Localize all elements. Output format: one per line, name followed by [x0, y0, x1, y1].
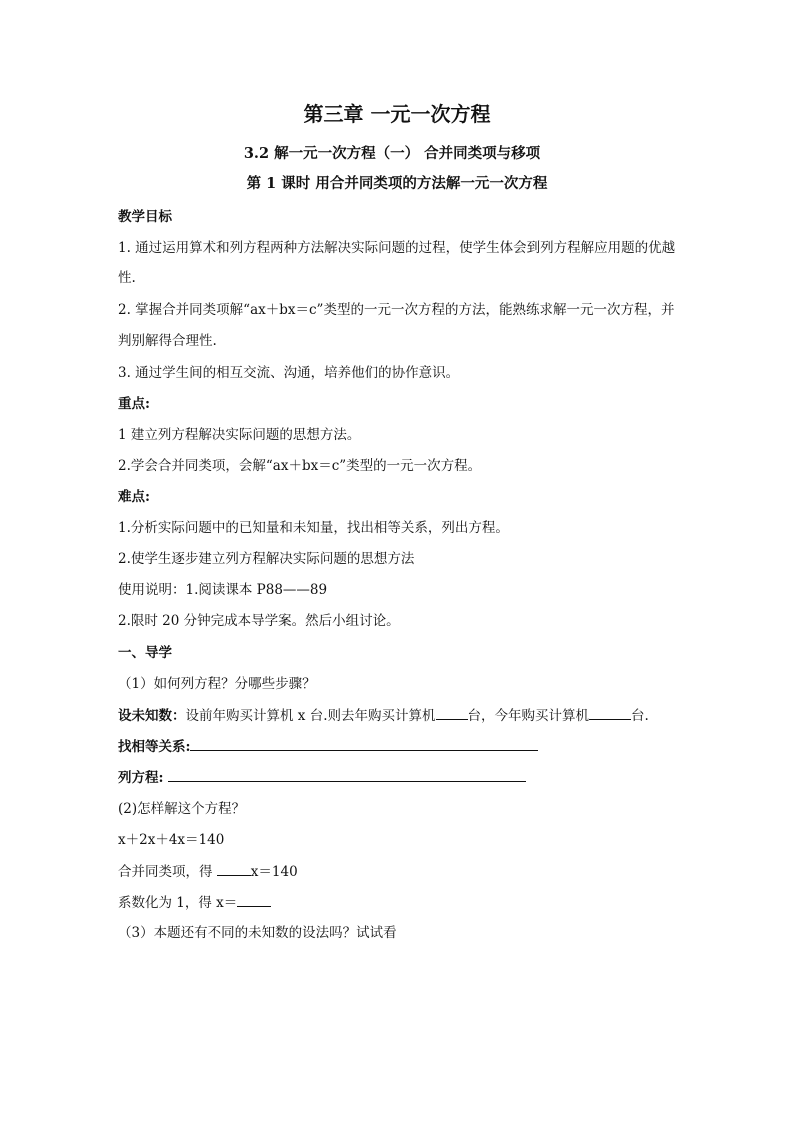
difficulty-1: 1.分析实际问题中的已知量和未知量，找出相等关系，列出方程。 [118, 520, 509, 536]
chapter-title: 第三章 一元一次方程 [303, 102, 491, 126]
key-points-heading: 重点: [118, 396, 150, 412]
question-1: （1）如何列方程？分哪些步骤？ [118, 676, 316, 692]
goal-item-2-line-1: 2. 掌握合并同类项解“ax＋bx＝c”类型的一元一次方程的方法，能熟练求解一元一次方程，并 [118, 302, 675, 318]
coefficient-text: 系数化为 1，得 x＝ [118, 895, 238, 911]
usage-line-2: 2.限时 20 分钟完成本导学案。然后小组讨论。 [118, 613, 400, 629]
blank-solution[interactable] [237, 892, 271, 907]
goal-item-1-line-1: 1. 通过运用算术和列方程两种方法解决实际问题的过程，使学生体会到列方程解应用题的优越 [118, 240, 676, 256]
key-point-2: 2.学会合并同类项，会解“ax＋bx＝c”类型的一元一次方程。 [118, 458, 482, 474]
section-title: 3.2 解一元一次方程（一） 合并同类项与移项 [243, 145, 541, 162]
difficulties-heading: 难点: [118, 489, 150, 505]
question-3: （3）本题还有不同的未知数的设法吗？试试看 [118, 925, 397, 941]
guide-heading: 一、导学 [118, 645, 172, 661]
blank-relation[interactable] [190, 736, 538, 751]
relation-line [118, 736, 538, 757]
usage-line-1: 使用说明：1.阅读课本 P88——89 [118, 582, 328, 598]
equation-given: x＋2x＋4x＝140 [118, 832, 225, 848]
combine-line [118, 861, 298, 882]
combine-text-a: 合并同类项，得 [118, 864, 217, 880]
blank-coefficient[interactable] [217, 861, 251, 876]
set-unknown-text-c: 台. [631, 708, 649, 724]
difficulty-2: 2.使学生逐步建立列方程解决实际问题的思想方法 [118, 551, 415, 567]
set-unknown-label: 设未知数： [118, 708, 186, 724]
blank-this-year[interactable] [589, 705, 631, 720]
combine-text-b: x＝140 [250, 864, 298, 880]
blank-equation[interactable] [168, 767, 526, 782]
set-unknown-line [118, 705, 649, 726]
lesson-title: 第 1 课时 用合并同类项的方法解一元一次方程 [246, 175, 548, 192]
set-unknown-text-a: 设前年购买计算机 x 台.则去年购买计算机 [185, 708, 436, 724]
goal-item-2-line-2: 判别解得合理性. [118, 333, 217, 349]
question-2: (2)怎样解这个方程？ [118, 801, 246, 817]
equation-label: 列方程: [118, 770, 164, 786]
goal-item-3: 3. 通过学生间的相互交流、沟通，培养他们的协作意识。 [118, 365, 460, 381]
key-point-1: 1 建立列方程解决实际问题的思想方法。 [118, 427, 361, 443]
equation-line [118, 767, 526, 788]
set-unknown-text-b: 台，今年购买计算机 [467, 708, 589, 724]
coefficient-line [118, 892, 271, 913]
goals-heading: 教学目标 [118, 209, 172, 225]
goal-item-1-line-2: 性. [118, 270, 136, 286]
blank-last-year[interactable] [436, 705, 468, 720]
relation-label: 找相等关系: [118, 739, 191, 755]
